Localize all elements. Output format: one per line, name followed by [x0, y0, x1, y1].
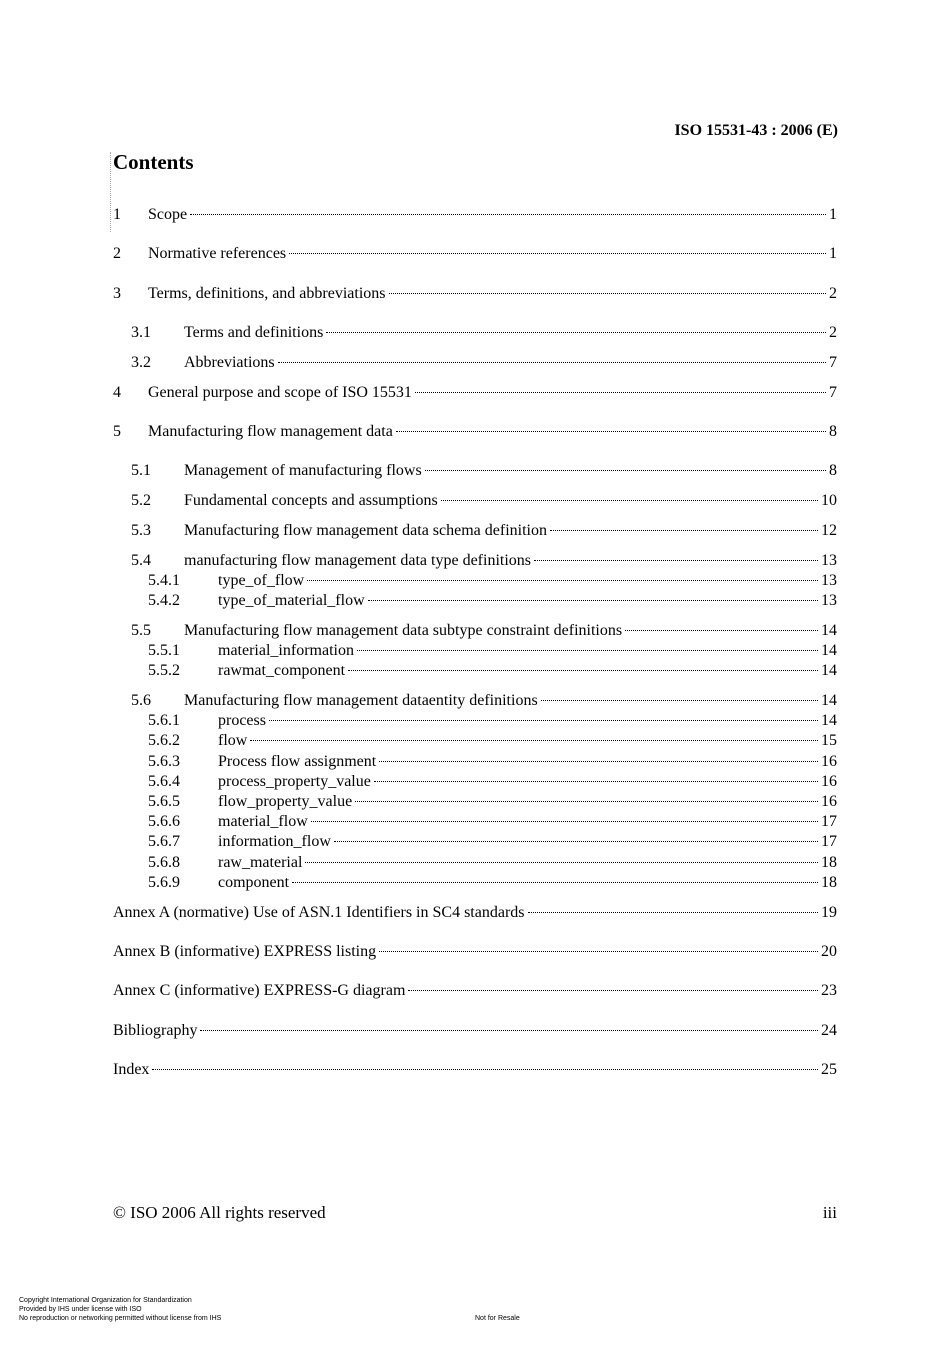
toc-dot-leader	[269, 720, 818, 721]
toc-dot-leader	[425, 470, 826, 471]
toc-dot-leader	[311, 821, 818, 822]
toc-entry-number: 3	[113, 285, 121, 302]
toc-entry[interactable]	[113, 621, 837, 641]
toc-entry-number: 1	[113, 206, 121, 223]
toc-entry[interactable]	[113, 981, 837, 1001]
toc-entry-title[interactable]: Terms, definitions, and abbreviations	[148, 285, 386, 302]
toc-entry[interactable]	[113, 661, 837, 681]
toc-entry[interactable]	[113, 873, 837, 893]
toc-entry-page: 7	[829, 354, 837, 371]
toc-entry-page: 12	[821, 522, 837, 539]
toc-dot-leader	[374, 781, 818, 782]
toc-entry-number: 5.6.4	[148, 773, 180, 790]
toc-dot-leader	[190, 214, 826, 215]
toc-dot-leader	[368, 600, 818, 601]
toc-dot-leader	[528, 912, 819, 913]
toc-entry[interactable]	[113, 942, 837, 962]
toc-entry-title[interactable]: manufacturing flow management data type definitions	[184, 552, 531, 569]
toc-entry-title[interactable]: Manufacturing flow management data subtype constraint definitions	[184, 622, 623, 639]
toc-entry-page: 17	[821, 833, 837, 850]
toc-entry-page: 8	[829, 462, 837, 479]
toc-entry-number: 5.2	[131, 492, 151, 509]
toc-dot-leader	[289, 253, 826, 254]
toc-dot-leader	[326, 332, 826, 333]
fine-print-line-2: Provided by IHS under license with ISO	[19, 1306, 142, 1313]
toc-dot-leader	[534, 560, 818, 561]
toc-entry-page: 1	[829, 245, 837, 262]
toc-entry-page: 15	[821, 732, 837, 749]
toc-entry-title[interactable]: Manufacturing flow management data	[148, 423, 393, 440]
toc-entry[interactable]	[113, 491, 837, 511]
toc-entry-title[interactable]: flow	[218, 732, 248, 749]
toc-entry-page: 25	[821, 1061, 837, 1078]
toc-entry-number: 5	[113, 423, 121, 440]
toc-dot-leader	[292, 882, 818, 883]
toc-entry-number: 5.6.3	[148, 753, 180, 770]
toc-dot-leader	[307, 580, 818, 581]
toc-entry[interactable]	[113, 591, 837, 611]
toc-entry[interactable]	[113, 461, 837, 481]
toc-entry-page: 14	[821, 642, 837, 659]
toc-dot-leader	[441, 500, 818, 501]
toc-entry-number: 5.6.1	[148, 712, 180, 729]
toc-entry[interactable]	[113, 853, 837, 873]
toc-entry[interactable]	[113, 422, 837, 442]
toc-dot-leader	[355, 801, 818, 802]
toc-entry-title[interactable]: type_of_material_flow	[218, 592, 365, 609]
toc-dot-leader	[379, 951, 818, 952]
toc-dot-leader	[389, 293, 827, 294]
toc-dot-leader	[200, 1030, 818, 1031]
toc-dot-leader	[625, 630, 818, 631]
toc-entry-title[interactable]: General purpose and scope of ISO 15531	[148, 384, 412, 401]
toc-entry-number: 3.1	[131, 324, 151, 341]
toc-entry-number: 5.4.2	[148, 592, 180, 609]
toc-entry-number: 3.2	[131, 354, 151, 371]
toc-entry-page: 16	[821, 793, 837, 810]
page-number: iii	[822, 1203, 837, 1222]
margin-marker	[110, 152, 111, 232]
toc-entry-page: 13	[821, 592, 837, 609]
toc-entry-page: 13	[821, 572, 837, 589]
toc-entry[interactable]	[113, 752, 837, 772]
toc-entry[interactable]	[113, 244, 837, 264]
toc-dot-leader	[278, 362, 826, 363]
toc-entry-title[interactable]: information_flow	[218, 833, 331, 850]
toc-entry[interactable]	[113, 731, 837, 751]
toc-dot-leader	[550, 530, 818, 531]
toc-entry-title[interactable]: Annex A (normative) Use of ASN.1 Identifiers in SC4 standards	[113, 904, 525, 921]
toc-entry-number: 5.6.2	[148, 732, 180, 749]
toc-entry[interactable]	[113, 323, 837, 343]
toc-entry-title[interactable]: material_information	[218, 642, 354, 659]
toc-entry[interactable]	[113, 205, 837, 225]
toc-entry-title[interactable]: Abbreviations	[184, 354, 275, 371]
toc-entry-title[interactable]: material_flow	[218, 813, 308, 830]
toc-entry-page: 20	[821, 943, 837, 960]
toc-dot-leader	[541, 700, 818, 701]
toc-entry-number: 5.4	[131, 552, 151, 569]
toc-entry[interactable]	[113, 571, 837, 591]
toc-dot-leader	[396, 431, 826, 432]
toc-entry-page: 14	[821, 712, 837, 729]
toc-entry-number: 5.4.1	[148, 572, 180, 589]
toc-entry-page: 10	[821, 492, 837, 509]
toc-entry-page: 14	[821, 692, 837, 709]
toc-entry-title[interactable]: type_of_flow	[218, 572, 305, 589]
toc-entry-page: 14	[821, 662, 837, 679]
toc-entry-title[interactable]: Manufacturing flow management dataentity definitions	[184, 692, 538, 709]
toc-entry[interactable]	[113, 551, 837, 571]
toc-entry[interactable]	[113, 641, 837, 661]
toc-entry-number: 5.6	[131, 692, 151, 709]
toc-dot-leader	[250, 740, 818, 741]
toc-entry[interactable]	[113, 711, 837, 731]
toc-entry-page: 13	[821, 552, 837, 569]
toc-entry-page: 16	[821, 773, 837, 790]
toc-entry-title[interactable]: Normative references	[148, 245, 287, 262]
toc-entry-number: 5.3	[131, 522, 151, 539]
toc-entry-page: 18	[821, 874, 837, 891]
toc-entry-title[interactable]: Annex C (informative) EXPRESS-G diagram	[113, 982, 406, 999]
toc-entry-page: 23	[821, 982, 837, 999]
toc-entry[interactable]	[113, 792, 837, 812]
toc-entry[interactable]	[113, 812, 837, 832]
toc-entry-page: 1	[829, 206, 837, 223]
toc-entry-title[interactable]: Bibliography	[113, 1022, 198, 1039]
toc-entry-title[interactable]: raw_material	[218, 854, 303, 871]
toc-entry-page: 19	[821, 904, 837, 921]
toc-dot-leader	[357, 650, 818, 651]
toc-entry-page: 16	[821, 753, 837, 770]
toc-entry-page: 24	[821, 1022, 837, 1039]
toc-dot-leader	[334, 841, 818, 842]
toc-dot-leader	[305, 862, 818, 863]
toc-entry-page: 17	[821, 813, 837, 830]
document-id-header: ISO 15531-43 : 2006 (E)	[674, 122, 838, 139]
toc-entry-number: 4	[113, 384, 121, 401]
toc-entry-number: 5.1	[131, 462, 151, 479]
toc-entry-page: 8	[829, 423, 837, 440]
toc-entry-page: 7	[829, 384, 837, 401]
toc-entry[interactable]	[113, 772, 837, 792]
toc-entry[interactable]	[113, 1060, 837, 1080]
toc-entry-title[interactable]: component	[218, 874, 290, 891]
toc-dot-leader	[348, 670, 818, 671]
toc-entry-number: 5.5.2	[148, 662, 180, 679]
toc-dot-leader	[152, 1069, 818, 1070]
toc-entry-number: 5.6.8	[148, 854, 180, 871]
toc-entry-page: 14	[821, 622, 837, 639]
toc-entry[interactable]	[113, 353, 837, 373]
toc-entry-title[interactable]: Scope	[148, 206, 188, 223]
toc-entry-title[interactable]: flow_property_value	[218, 793, 353, 810]
toc-entry-title[interactable]: Terms and definitions	[184, 324, 324, 341]
toc-entry-number: 5.6.9	[148, 874, 180, 891]
copyright-notice: © ISO 2006 All rights reserved	[113, 1203, 326, 1222]
toc-dot-leader	[415, 392, 826, 393]
toc-entry[interactable]	[113, 832, 837, 852]
toc-entry-title[interactable]: rawmat_component	[218, 662, 346, 679]
toc-entry-title[interactable]: Process flow assignment	[218, 753, 377, 770]
toc-entry-page: 2	[829, 285, 837, 302]
toc-entry-title[interactable]: Fundamental concepts and assumptions	[184, 492, 438, 509]
fine-print-line-3: No reproduction or networking permitted without license from IHS	[19, 1315, 222, 1322]
toc-entry-title[interactable]: Management of manufacturing flows	[184, 462, 422, 479]
toc-entry-title[interactable]: Annex B (informative) EXPRESS listing	[113, 943, 377, 960]
toc-entry-number: 5.6.7	[148, 833, 180, 850]
toc-entry[interactable]	[113, 691, 837, 711]
toc-dot-leader	[379, 761, 818, 762]
fine-print-line-1: Copyright International Organization for Standardization	[19, 1297, 192, 1304]
page-title: Contents	[113, 150, 194, 174]
toc-entry-number: 5.5.1	[148, 642, 180, 659]
not-for-resale-label: Not for Resale	[475, 1315, 520, 1322]
toc-entry-number: 5.5	[131, 622, 151, 639]
toc-entry[interactable]	[113, 383, 837, 403]
toc-entry[interactable]	[113, 1021, 837, 1041]
toc-entry-title[interactable]: Manufacturing flow management data schema definition	[184, 522, 547, 539]
toc-entry-number: 5.6.6	[148, 813, 180, 830]
toc-entry[interactable]	[113, 903, 837, 923]
toc-entry[interactable]	[113, 521, 837, 541]
toc-entry-title[interactable]: Index	[113, 1061, 150, 1078]
toc-entry-title[interactable]: process_property_value	[218, 773, 371, 790]
toc-entry-page: 18	[821, 854, 837, 871]
toc-entry-number: 5.6.5	[148, 793, 180, 810]
toc-entry-title[interactable]: process	[218, 712, 266, 729]
toc-dot-leader	[408, 990, 818, 991]
toc-entry-page: 2	[829, 324, 837, 341]
toc-entry[interactable]	[113, 284, 837, 304]
toc-entry-number: 2	[113, 245, 121, 262]
